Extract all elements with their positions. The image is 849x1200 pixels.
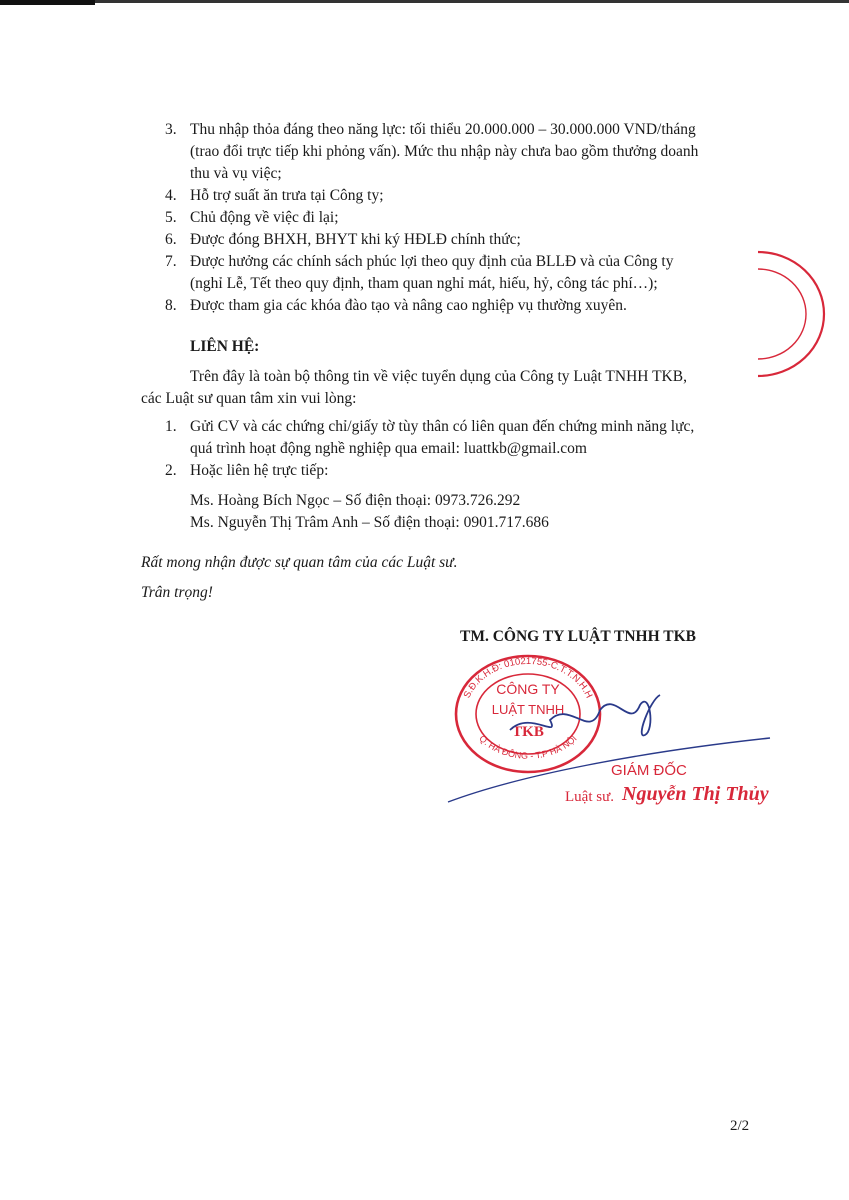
list-item-text: Được đóng BHXH, BHYT khi ký HĐLĐ chính thức; xyxy=(190,231,521,248)
list-number: 7. xyxy=(165,253,177,270)
contact-intro: các Luật sư quan tâm xin vui lòng: xyxy=(141,390,357,407)
closing-greeting: Trân trọng! xyxy=(141,584,213,601)
list-item-text: (trao đổi trực tiếp khi phỏng vấn). Mức thu nhập này chưa bao gồm thưởng doanh xyxy=(190,143,699,160)
list-number: 6. xyxy=(165,231,177,248)
contact-heading: LIÊN HỆ: xyxy=(190,338,260,355)
list-number: 8. xyxy=(165,297,177,314)
list-item-text: Được hưởng các chính sách phúc lợi theo quy định của BLLĐ và của Công ty xyxy=(190,253,674,270)
list-item-text: Được tham gia các khóa đào tạo và nâng cao nghiệp vụ thường xuyên. xyxy=(190,297,627,314)
scan-top-edge xyxy=(0,0,849,3)
list-number: 2. xyxy=(165,462,177,479)
list-item-text: Thu nhập thỏa đáng theo năng lực: tối thiểu 20.000.000 – 30.000.000 VND/tháng xyxy=(190,121,696,138)
list-item-text: Hoặc liên hệ trực tiếp: xyxy=(190,462,329,479)
signature-name-prefix: Luật sư. xyxy=(565,789,614,805)
closing-line: Rất mong nhận được sự quan tâm của các Luật sư. xyxy=(141,554,458,571)
list-item-text: (nghỉ Lễ, Tết theo quy định, tham quan nghỉ mát, hiếu, hỷ, công tác phí…); xyxy=(190,275,658,292)
stamp-center-line3: TKB xyxy=(512,724,544,740)
list-item-text: Gửi CV và các chứng chỉ/giấy tờ tùy thân có liên quan đến chứng minh năng lực, xyxy=(190,418,695,435)
contact-intro: Trên đây là toàn bộ thông tin về việc tuyển dụng của Công ty Luật TNHH TKB, xyxy=(190,368,687,385)
list-item-text: Chủ động về việc đi lại; xyxy=(190,209,339,226)
stamp-ring-bottom: Q. HÀ ĐÔNG - T.P HÀ NỘI xyxy=(477,733,579,761)
signature-title: GIÁM ĐỐC xyxy=(611,762,687,779)
list-number: 1. xyxy=(165,418,177,435)
scan-top-edge-dark xyxy=(0,0,95,5)
list-number: 5. xyxy=(165,209,177,226)
stamp-center-line2: LUẬT TNHH xyxy=(491,702,565,717)
stamp-ring-text: S.Đ.K.H.Đ: 01021755-C.T.T.N.H.H xyxy=(461,655,595,700)
signature-company: TM. CÔNG TY LUẬT TNHH TKB xyxy=(460,628,696,645)
list-number: 3. xyxy=(165,121,177,138)
list-item-text: Hỗ trợ suất ăn trưa tại Công ty; xyxy=(190,187,384,204)
contact-person: Ms. Hoàng Bích Ngọc – Số điện thoại: 0973.726.292 xyxy=(190,492,521,509)
page-number: 2/2 xyxy=(730,1118,750,1134)
list-item-text: thu và vụ việc; xyxy=(190,165,282,182)
list-number: 4. xyxy=(165,187,177,204)
contact-person: Ms. Nguyễn Thị Trâm Anh – Số điện thoại: 0901.717.686 xyxy=(190,514,549,531)
list-item-text: quá trình hoạt động nghề nghiệp qua email: luattkb@gmail.com xyxy=(190,440,587,457)
partial-seal-margin xyxy=(758,248,849,380)
stamp-center-line1: CÔNG TY xyxy=(496,681,560,697)
signature-name: Nguyễn Thị Thủy xyxy=(622,783,769,805)
